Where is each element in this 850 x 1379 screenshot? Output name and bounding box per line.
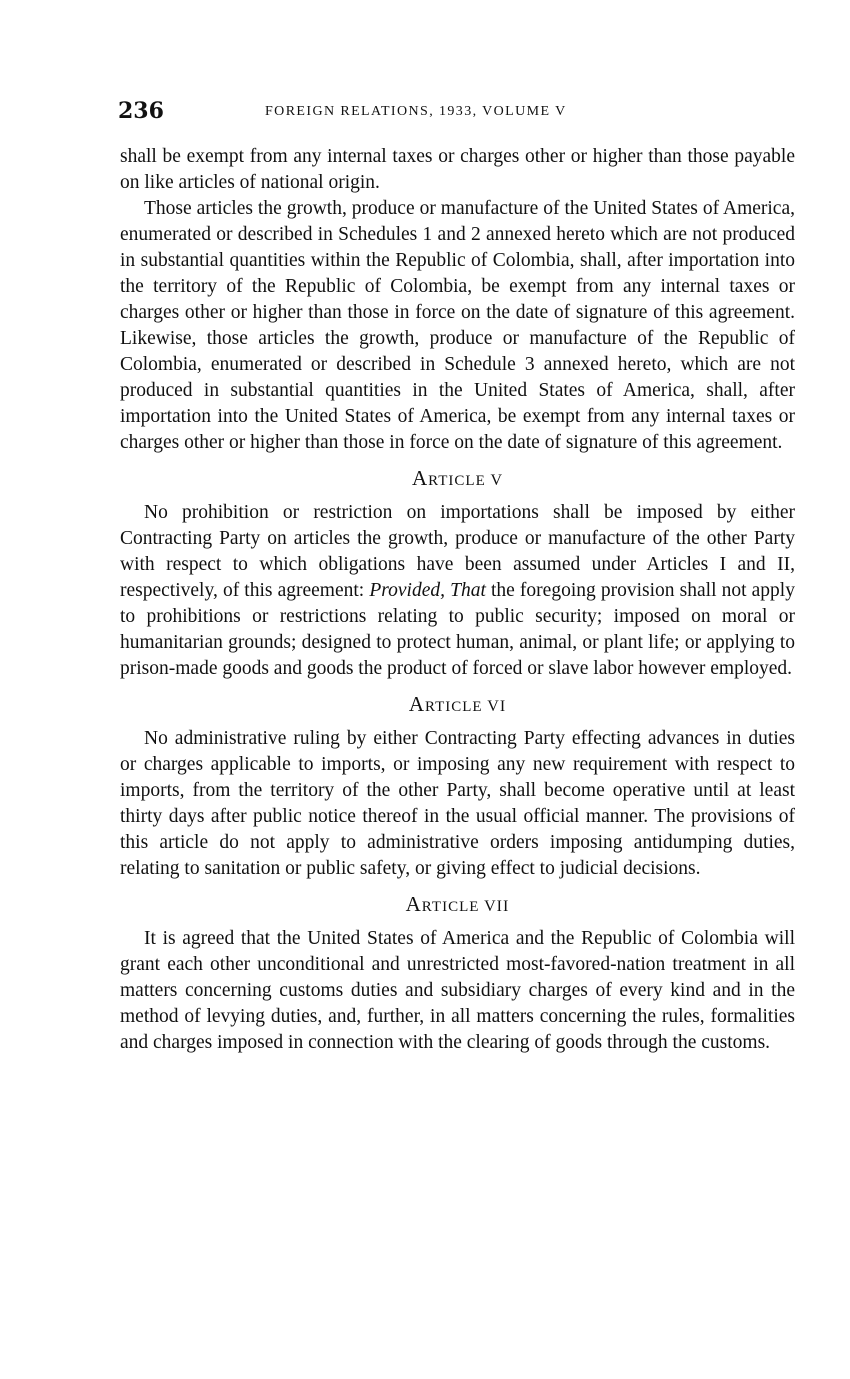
document-page: [120, 98, 795, 1056]
continued-paragraph: shall be exempt from any internal taxes or charges other or higher than those payable on like articles of national origin.: [120, 146, 795, 193]
article-5-text-b: the foregoing provision shall not apply to prohibitions or restrictions relating to public security; imposed on moral or humanitarian grounds; designed to protect human, animal, or plant life; or applying to prison-made goods and goods the product of forced or slave labor however employed.: [120, 580, 795, 679]
article-5-heading-word: Article: [411, 466, 486, 490]
article-5-proviso: Provided, That: [369, 580, 486, 601]
article-7-paragraph: It is agreed that the United States of America and the Republic of Colombia will grant each other unconditional and unrestricted most-favored-nation treatment in all matters concerning customs duties and subsidiary charges of every kind and in the method of levying duties, and, further, in all matters concerning the rules, formalities and charges imposed in connection with the clearing of goods through the customs.: [120, 928, 795, 1053]
article-5-heading-numeral: V: [490, 472, 504, 489]
article-6-heading-word: Article: [408, 692, 483, 716]
article-7-heading: [120, 892, 795, 917]
article-4-paragraph: Those articles the growth, produce or manufacture of the United States of America, enumerated or described in Schedules 1 and 2 annexed hereto which are not produced in substantial quantities within the Republic of Colombia, shall, after importation into the territory of the Republic of Colombia, be exempt from any internal taxes or charges other or higher than those in force on the date of signature of this agreement. Likewise, those articles the growth, produce or manufacture of the Republic of Colombia, enumerated or described in Schedule 3 annexed hereto, which are not produced in substantial quantities in the United States of America, shall, after importation into the United States of America, be exempt from any internal taxes or charges other or higher than those in force on the date of signature of this agreement.: [120, 198, 795, 453]
article-7-heading-numeral: VII: [484, 898, 510, 915]
article-6-heading: [120, 692, 795, 717]
article-6-paragraph: No administrative ruling by either Contracting Party effecting advances in duties or charges applicable to imports, or imposing any new requirement with respect to imports, from the territory of the other Party, shall become operative until at least thirty days after public notice thereof in the usual official manner. The provisions of this article do not apply to administrative orders imposing antidumping duties, relating to sanitation or public safety, or giving effect to judicial decisions.: [120, 728, 795, 879]
page-header: [120, 98, 795, 130]
page-number: 236: [118, 98, 164, 124]
article-5-heading: [120, 466, 795, 491]
article-5-text-a: No prohibition or restriction on importations shall be imposed by either Contracting Party on articles the growth, produce or manufacture of the other Party with respect to which obligations have been assumed under Articles I and II, respectively, of this agreement:: [120, 502, 795, 601]
running-head: FOREIGN RELATIONS, 1933, VOLUME V: [265, 104, 567, 119]
article-7-heading-word: Article: [405, 892, 480, 916]
article-6-heading-numeral: VI: [487, 698, 507, 715]
article-5-paragraph: [120, 500, 795, 682]
